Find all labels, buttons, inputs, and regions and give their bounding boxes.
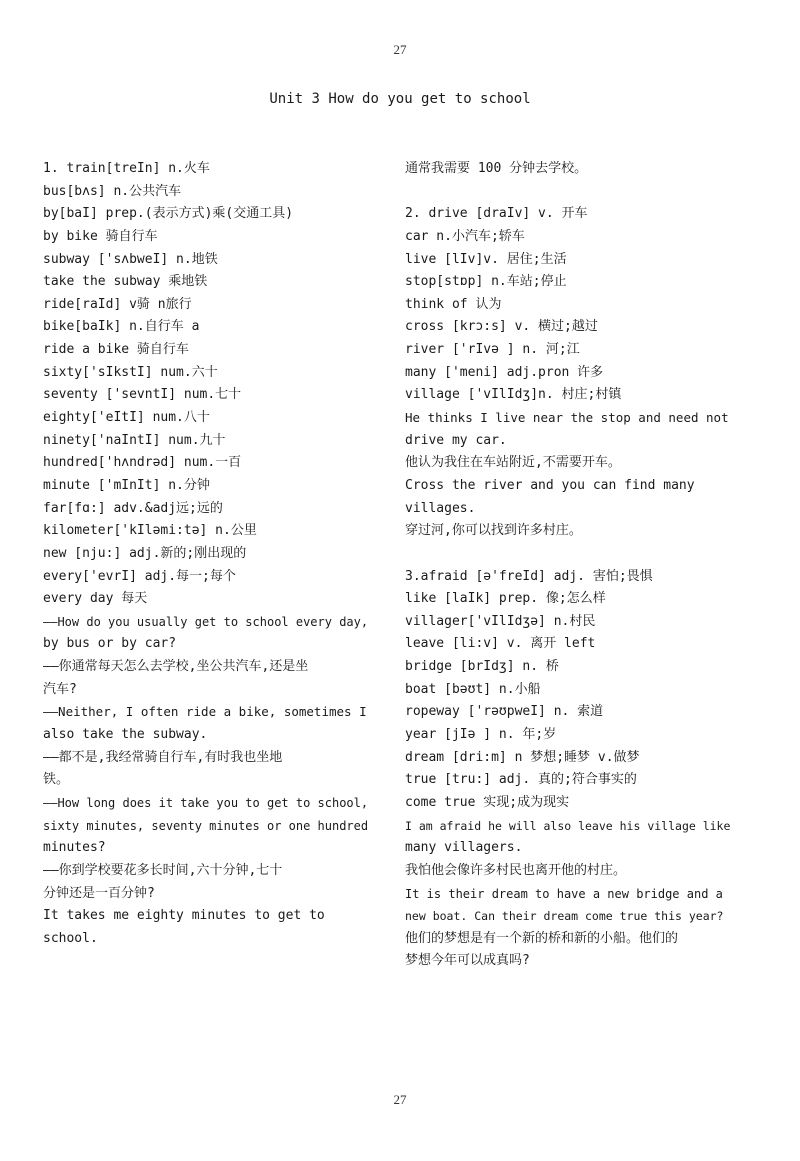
text-line xyxy=(405,181,735,204)
text-line: like [laIk] prep. 像;怎么样 xyxy=(405,591,606,607)
right-column xyxy=(405,158,735,973)
text-line: Cross the river and you can find many xyxy=(405,477,695,493)
text-line: ninety['naIntI] num.九十 xyxy=(43,432,226,448)
text-line: school. xyxy=(43,930,98,946)
text-line: hundred['hʌndrəd] num.一百 xyxy=(43,455,242,471)
text-line: every day 每天 xyxy=(43,591,148,607)
text-line: 他认为我住在车站附近,不需要开车。 xyxy=(405,455,621,471)
text-line: by bus or by car? xyxy=(43,636,177,652)
text-line: minute ['mInIt] n.分钟 xyxy=(43,477,210,493)
text-line: river ['rIvə ] n. 河;江 xyxy=(405,342,580,358)
text-line: new boat. Can their dream come true this year? xyxy=(405,909,724,924)
text-line: seventy ['sevntI] num.七十 xyxy=(43,387,242,403)
text-line: ——你通常每天怎么去学校,坐公共汽车,还是坐 xyxy=(43,659,309,675)
text-line: minutes? xyxy=(43,840,106,856)
page-title: Unit 3 How do you get to school xyxy=(269,91,531,107)
text-line: subway ['sʌbweI] n.地铁 xyxy=(43,251,218,267)
text-line: 梦想今年可以成真吗? xyxy=(405,953,530,969)
text-line: many villagers. xyxy=(405,840,523,856)
text-line: by[baI] prep.(表示方式)乘(交通工具) xyxy=(43,206,294,222)
text-line: think of 认为 xyxy=(405,296,502,312)
text-line: 2. drive [draIv] v. 开车 xyxy=(405,206,588,222)
page-number-top: 27 xyxy=(393,42,407,57)
text-line: 通常我需要 100 分钟去学校。 xyxy=(405,161,588,176)
text-line: eighty['eItI] num.八十 xyxy=(43,410,210,426)
text-line xyxy=(405,543,735,566)
text-line: car n.小汽车;轿车 xyxy=(405,228,525,244)
text-line: bus[bʌs] n.公共汽车 xyxy=(43,183,182,199)
text-line: It is their dream to have a new bridge and a xyxy=(405,886,723,901)
text-line: take the subway 乘地铁 xyxy=(43,274,208,290)
text-line: ——都不是,我经常骑自行车,有时我也坐地 xyxy=(43,749,283,765)
text-line: 3.afraid [ə'freId] adj. 害怕;畏惧 xyxy=(405,568,653,584)
text-line: come true 实现;成为现实 xyxy=(405,794,570,810)
text-line: ——你到学校要花多长时间,六十分钟,七十 xyxy=(43,862,283,878)
text-line: 穿过河,你可以找到许多村庄。 xyxy=(405,523,582,539)
text-line: He thinks I live near the stop and need not xyxy=(405,410,729,426)
text-line: villager['vIlIdʒə] n.村民 xyxy=(405,613,596,629)
text-line: ——Neither, I often ride a bike, sometimes I xyxy=(43,704,367,720)
text-line: ride a bike 骑自行车 xyxy=(43,342,189,358)
text-line: 汽车? xyxy=(43,681,77,697)
text-line: also take the subway. xyxy=(43,727,208,743)
text-line: far[fɑ:] adv.&adj远;远的 xyxy=(43,500,223,516)
text-line: dream [dri:m] n 梦想;睡梦 v.做梦 xyxy=(405,749,640,765)
text-line: It takes me eighty minutes to get to xyxy=(43,908,325,924)
text-line: village ['vIlIdʒ]n. 村庄;村镇 xyxy=(405,387,622,403)
text-line: year [jIə ] n. 年;岁 xyxy=(405,727,557,743)
text-line: 他们的梦想是有一个新的桥和新的小船。他们的 xyxy=(405,930,679,946)
text-line: stop[stɒp] n.车站;停止 xyxy=(405,274,567,290)
left-column xyxy=(43,158,378,950)
text-line: drive my car. xyxy=(405,432,507,448)
text-line: I am afraid he will also leave his village like xyxy=(405,818,731,833)
text-line: sixty minutes, seventy minutes or one hundred xyxy=(43,818,369,833)
text-line: boat [bəʊt] n.小船 xyxy=(405,681,541,697)
text-line: sixty['sIkstI] num.六十 xyxy=(43,364,218,380)
text-line: ——How do you usually get to school every day, xyxy=(43,614,369,629)
text-line: 1. train[treIn] n.火车 xyxy=(43,161,210,176)
text-line: villages. xyxy=(405,500,476,516)
text-line: 铁。 xyxy=(43,772,70,788)
text-line: ——How long does it take you to get to school, xyxy=(43,795,369,810)
text-line: bike[baIk] n.自行车 a xyxy=(43,319,200,335)
text-line: bridge [brIdʒ] n. 桥 xyxy=(405,659,559,675)
text-line: true [tru:] adj. 真的;符合事实的 xyxy=(405,772,637,788)
text-line: ropeway ['rəʊpweI] n. 索道 xyxy=(405,704,604,720)
text-line: many ['meni] adj.pron 许多 xyxy=(405,364,604,380)
text-line: ride[raId] v骑 n旅行 xyxy=(43,296,192,312)
text-line: new [nju:] adj.新的;刚出现的 xyxy=(43,545,247,561)
text-line: kilometer['kIləmi:tə] n.公里 xyxy=(43,523,257,539)
text-line: cross [krɔ:s] v. 横过;越过 xyxy=(405,319,598,335)
page-number-bottom: 27 xyxy=(393,1092,407,1107)
text-line: live [lIv]v. 居住;生活 xyxy=(405,251,567,267)
text-line: 分钟还是一百分钟? xyxy=(43,885,155,901)
text-line: leave [li:v] v. 离开 left xyxy=(405,636,596,652)
text-line: 我怕他会像许多村民也离开他的村庄。 xyxy=(405,862,627,878)
text-line: every['evrI] adj.每一;每个 xyxy=(43,568,236,584)
text-line: by bike 骑自行车 xyxy=(43,228,158,244)
